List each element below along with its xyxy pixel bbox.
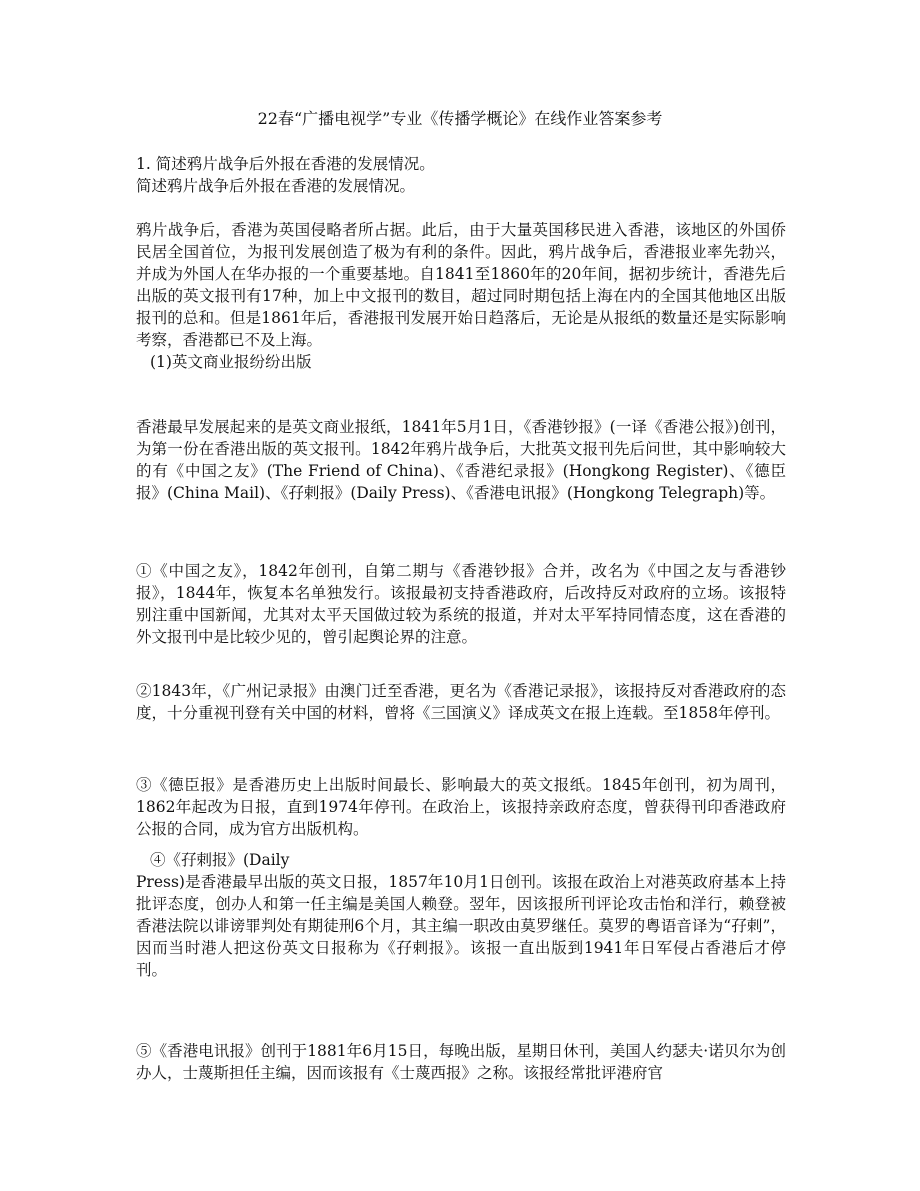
question-text: 1. 简述鸦片战争后外报在香港的发展情况。 xyxy=(136,155,435,173)
english-papers-paragraph: 香港最早发展起来的是英文商业报纸，1841年5月1日，《香港钞报》(一译《香港公报》)创刊，为第一份在香港出版的英文报刊。1842年鸦片战争后，大批英文报刊先后问世，其中影响较大的有《中国之友》(The Friend of China)、《香港纪录报》(Hongkong Register)、《德臣报》(China Mail)、《孖剌报》(Daily Press)、《香港电讯报》(Hongkong Telegraph)等。 xyxy=(136,418,786,502)
item-1-block xyxy=(136,560,786,648)
question-text-repeat: 简述鸦片战争后外报在香港的发展情况。 xyxy=(136,177,416,195)
answer-intro-paragraph: 鸦片战争后，香港为英国侵略者所占据。此后，由于大量英国移民进入香港，该地区的外国侨民居全国首位，为报刊发展创造了极为有利的条件。因此，鸦片战争后，香港报业率先勃兴，并成为外国人在华办报的一个重要基地。自1841至1860年的20年间，据初步统计，香港先后出版的英文报刊有17种，加上中文报刊的数目，超过同时期包括上海在内的全国其他地区出版报刊的总和。但是1861年后，香港报刊发展开始日趋落后，无论是从报纸的数量还是实际影响考察，香港都已不及上海。 xyxy=(136,221,786,349)
item-1-paragraph: ①《中国之友》，1842年创刊，自第二期与《香港钞报》合并，改名为《中国之友与香港钞报》，1844年，恢复本名单独发行。该报最初支持香港政府，后改持反对政府的立场。该报特别注重中国新闻，尤其对太平天国做过较为系统的报道，并对太平军持同情态度，这在香港的外文报刊中是比较少见的，曾引起舆论界的注意。 xyxy=(136,562,786,646)
item-2-paragraph: ②1843年，《广州记录报》由澳门迁至香港，更名为《香港记录报》，该报持反对香港政府的态度，十分重视刊登有关中国的材料，曾将《三国演义》译成英文在报上连载。至1858年停刊。 xyxy=(136,682,786,722)
question-block xyxy=(136,153,786,197)
item-2-block xyxy=(136,680,786,724)
english-papers-block xyxy=(136,416,786,504)
document-title: 22春“广播电视学”专业《传播学概论》在线作业答案参考 xyxy=(257,109,663,128)
item-3-block xyxy=(136,774,786,840)
item-4-paragraph: Press)是香港最早出版的英文日报，1857年10月1日创刊。该报在政治上对港英政府基本上持批评态度，创办人和第一任主编是美国人赖登。翌年，因该报所刊评论攻击怡和洋行，赖登被香港法院以诽谤罪判处有期徒刑6个月，其主编一职改由莫罗继任。莫罗的粤语音译为“孖剌”，因而当时港人把这份英文日报称为《孖剌报》。该报一直出版到1941年日军侵占香港后才停刊。 xyxy=(136,873,786,979)
section-subheading: (1)英文商业报纷纷出版 xyxy=(150,353,312,371)
item-4-block xyxy=(136,849,786,981)
answer-intro-block xyxy=(136,219,786,373)
item-4-heading: ④《孖剌报》(Daily xyxy=(150,851,290,869)
item-5-block xyxy=(136,1040,786,1084)
item-3-paragraph: ③《德臣报》是香港历史上出版时间最长、影响最大的英文报纸。1845年创刊，初为周刊，1862年起改为日报，直到1974年停刊。在政治上，该报持亲政府态度，曾获得刊印香港政府公报的合同，成为官方出版机构。 xyxy=(136,776,786,838)
item-5-paragraph: ⑤《香港电讯报》创刊于1881年6月15日，每晚出版，星期日休刊，美国人约瑟夫·诺贝尔为创办人，士蔑斯担任主编，因而该报有《士蔑西报》之称。该报经常批评港府官 xyxy=(136,1042,786,1082)
